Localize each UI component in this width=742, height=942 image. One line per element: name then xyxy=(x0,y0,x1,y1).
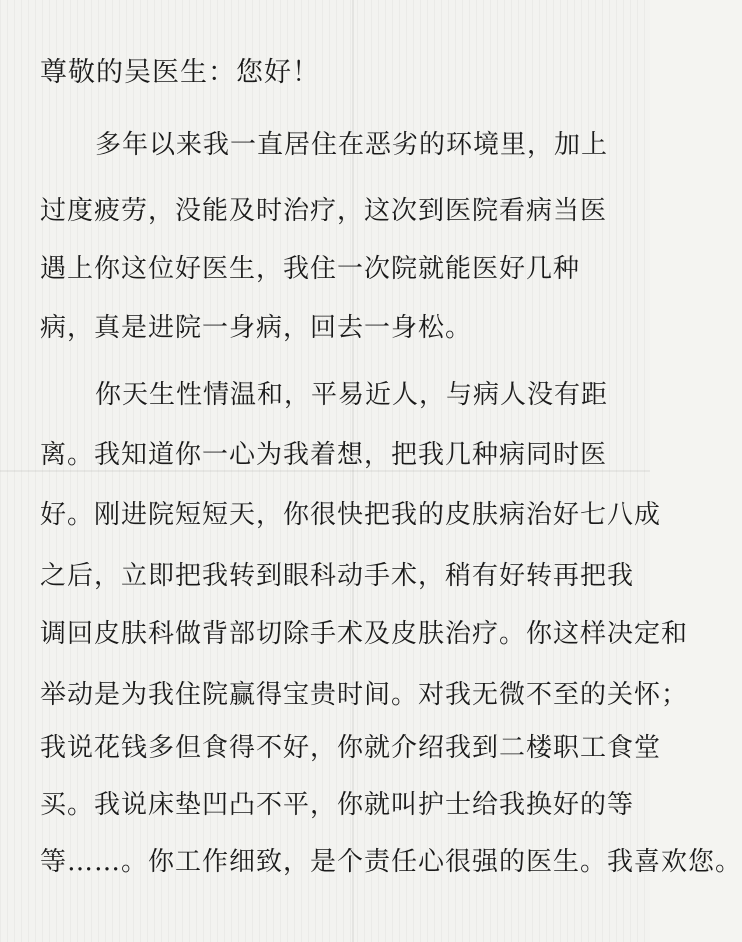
letter-line-1: 多年以来我一直居住在恶劣的环境里，加上 xyxy=(95,130,609,160)
letter-line-5: 你天生性情温和，平易近人，与病人没有距 xyxy=(95,380,609,410)
paper-fold-horizontal xyxy=(0,470,650,472)
letter-line-3: 遇上你这位好医生，我住一次院就能医好几种 xyxy=(40,254,581,284)
letter-line-13: 等……。你工作细致，是个责任心很强的医生。我喜欢您。 xyxy=(40,847,742,877)
letter-line-11: 我说花钱多但食得不好，你就介绍我到二楼职工食堂 xyxy=(40,733,662,763)
letter-line-12: 买。我说床垫凹凸不平，你就叫护士给我换好的等 xyxy=(40,790,635,820)
letter-line-2: 过度疲劳，没能及时治疗，这次到医院看病当医 xyxy=(40,196,608,226)
letter-line-4: 病，真是进院一身病，回去一身松。 xyxy=(40,313,473,343)
letter-line-9: 调回皮肤科做背部切除手术及皮肤治疗。你这样决定和 xyxy=(40,619,689,649)
letter-line-8: 之后，立即把我转到眼科动手术，稍有好转再把我 xyxy=(40,561,635,591)
letter-line-7: 好。刚进院短短天，你很快把我的皮肤病治好七八成 xyxy=(40,500,662,530)
letter-line-10: 举动是为我住院赢得宝贵时间。对我无微不至的关怀； xyxy=(40,680,689,710)
letter-line-6: 离。我知道你一心为我着想，把我几种病同时医 xyxy=(40,440,608,470)
letter-greeting: 尊敬的吴医生：您好！ xyxy=(40,57,320,88)
